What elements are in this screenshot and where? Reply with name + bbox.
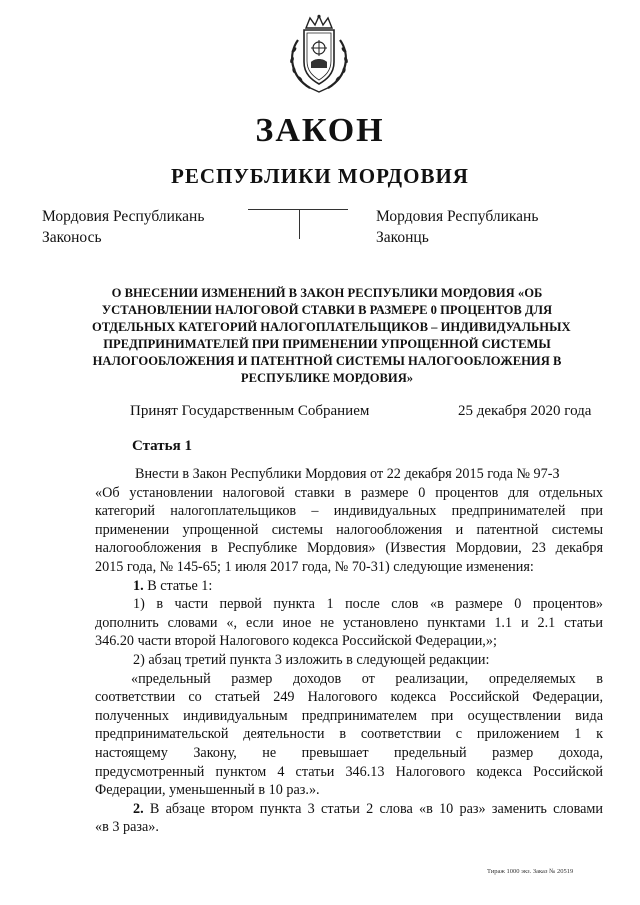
body-line: 2015 года, № 145-65; 1 июля 2017 года, № 70-31) следующие изменения: bbox=[95, 558, 534, 575]
item-number: 1. bbox=[133, 577, 144, 594]
adopted-date: 25 декабря 2020 года bbox=[458, 403, 592, 419]
document-subtitle: РЕСПУБЛИКИ МОРДОВИЯ bbox=[171, 164, 469, 188]
moksha-title-line-2: Законось bbox=[42, 229, 102, 246]
adopted-by: Принят Государственным Собранием bbox=[130, 403, 370, 419]
erzya-title-line-2: Законць bbox=[376, 229, 429, 246]
body-line: предусмотренный пунктом 4 статьи 346.13 Налогового кодекса Российской bbox=[95, 763, 603, 780]
article-body bbox=[95, 465, 603, 837]
law-heading-line: РЕСПУБЛИКЕ МОРДОВИЯ» bbox=[240, 371, 414, 385]
print-run-note: Тираж 1000 экз. Заказ № 20519 bbox=[487, 868, 574, 875]
erzya-title-line-1: Мордовия Республикань bbox=[376, 208, 539, 225]
erzya-title-block bbox=[376, 206, 538, 248]
law-heading-line: НАЛОГООБЛОЖЕНИЯ И ПАТЕНТНОЙ СИСТЕМЫ НАЛОГООБЛОЖЕНИЯ В bbox=[92, 354, 562, 368]
body-line: полученных индивидуальным предпринимателем при осуществлении вида bbox=[95, 707, 603, 724]
body-line: 1) в части первой пункта 1 после слов «в размере 0 процентов» bbox=[133, 596, 603, 613]
body-line: настоящему Закону, не превышает предельный размер дохода, bbox=[95, 744, 603, 761]
separator-line bbox=[248, 209, 348, 210]
item-number: 2. bbox=[133, 800, 144, 817]
moksha-title-block bbox=[42, 206, 204, 248]
body-line bbox=[95, 577, 603, 596]
law-heading-line: О ВНЕСЕНИИ ИЗМЕНЕНИЙ В ЗАКОН РЕСПУБЛИКИ МОРДОВИЯ «ОБ bbox=[111, 286, 543, 300]
body-line: 2) абзац третий пункта 3 изложить в следующей редакции: bbox=[133, 651, 490, 668]
body-line: применении упрощенной системы налогообложения и патентной системы bbox=[95, 521, 603, 538]
law-heading bbox=[92, 285, 571, 387]
body-line: «предельный размер доходов от реализации, определяемых в bbox=[131, 670, 603, 687]
body-line: налогообложения в Республике Мордовия» (Известия Мордовии, 23 декабря bbox=[95, 540, 603, 557]
separator-tick bbox=[299, 209, 300, 239]
body-line: Внести в Закон Республики Мордовия от 22 декабря 2015 года № 97-З bbox=[135, 466, 560, 482]
body-line: 346.20 части второй Налогового кодекса Российской Федерации,»; bbox=[95, 633, 497, 650]
body-line: «в 3 раза». bbox=[95, 819, 159, 836]
law-heading-line: ОТДЕЛЬНЫХ КАТЕГОРИЙ НАЛОГОПЛАТЕЛЬЩИКОВ – ИНДИВИДУАЛЬНЫХ bbox=[92, 320, 571, 334]
body-line: Федерации, уменьшенный в 10 раз.». bbox=[95, 782, 320, 799]
body-line: категорий налогоплательщиков – индивидуальных предпринимателей при bbox=[95, 503, 603, 520]
law-heading-line: УСТАНОВЛЕНИИ НАЛОГОВОЙ СТАВКИ В РАЗМЕРЕ 0 ПРОЦЕНТОВ ДЛЯ bbox=[101, 303, 553, 317]
article-title: Статья 1 bbox=[132, 438, 192, 454]
body-line: соответствии со статьей 249 Налогового кодекса Российской Федерации, bbox=[95, 689, 603, 706]
law-heading-line: ПРЕДПРИНИМАТЕЛЕЙ ПРИ ПРИМЕНЕНИИ УПРОЩЕННОЙ СИСТЕМЫ bbox=[103, 337, 551, 351]
item-text: В статье 1: bbox=[143, 577, 213, 594]
moksha-title-line-1: Мордовия Республикань bbox=[42, 208, 205, 225]
body-line: дополнить словами «, если иное не установлено пунктами 1.1 и 2.1 статьи bbox=[95, 614, 603, 631]
body-line: предпринимательской деятельности в соответствии с приложением 1 к bbox=[95, 726, 603, 743]
body-line: «Об установлении налоговой ставки в размере 0 процентов для отдельных bbox=[95, 484, 603, 501]
body-line bbox=[95, 800, 603, 819]
coat-of-arms-icon bbox=[284, 14, 354, 96]
item-text: В абзаце втором пункта 3 статьи 2 слова «в 10 раз» заменить словами bbox=[143, 800, 603, 817]
document-title: ЗАКОН bbox=[255, 112, 385, 149]
